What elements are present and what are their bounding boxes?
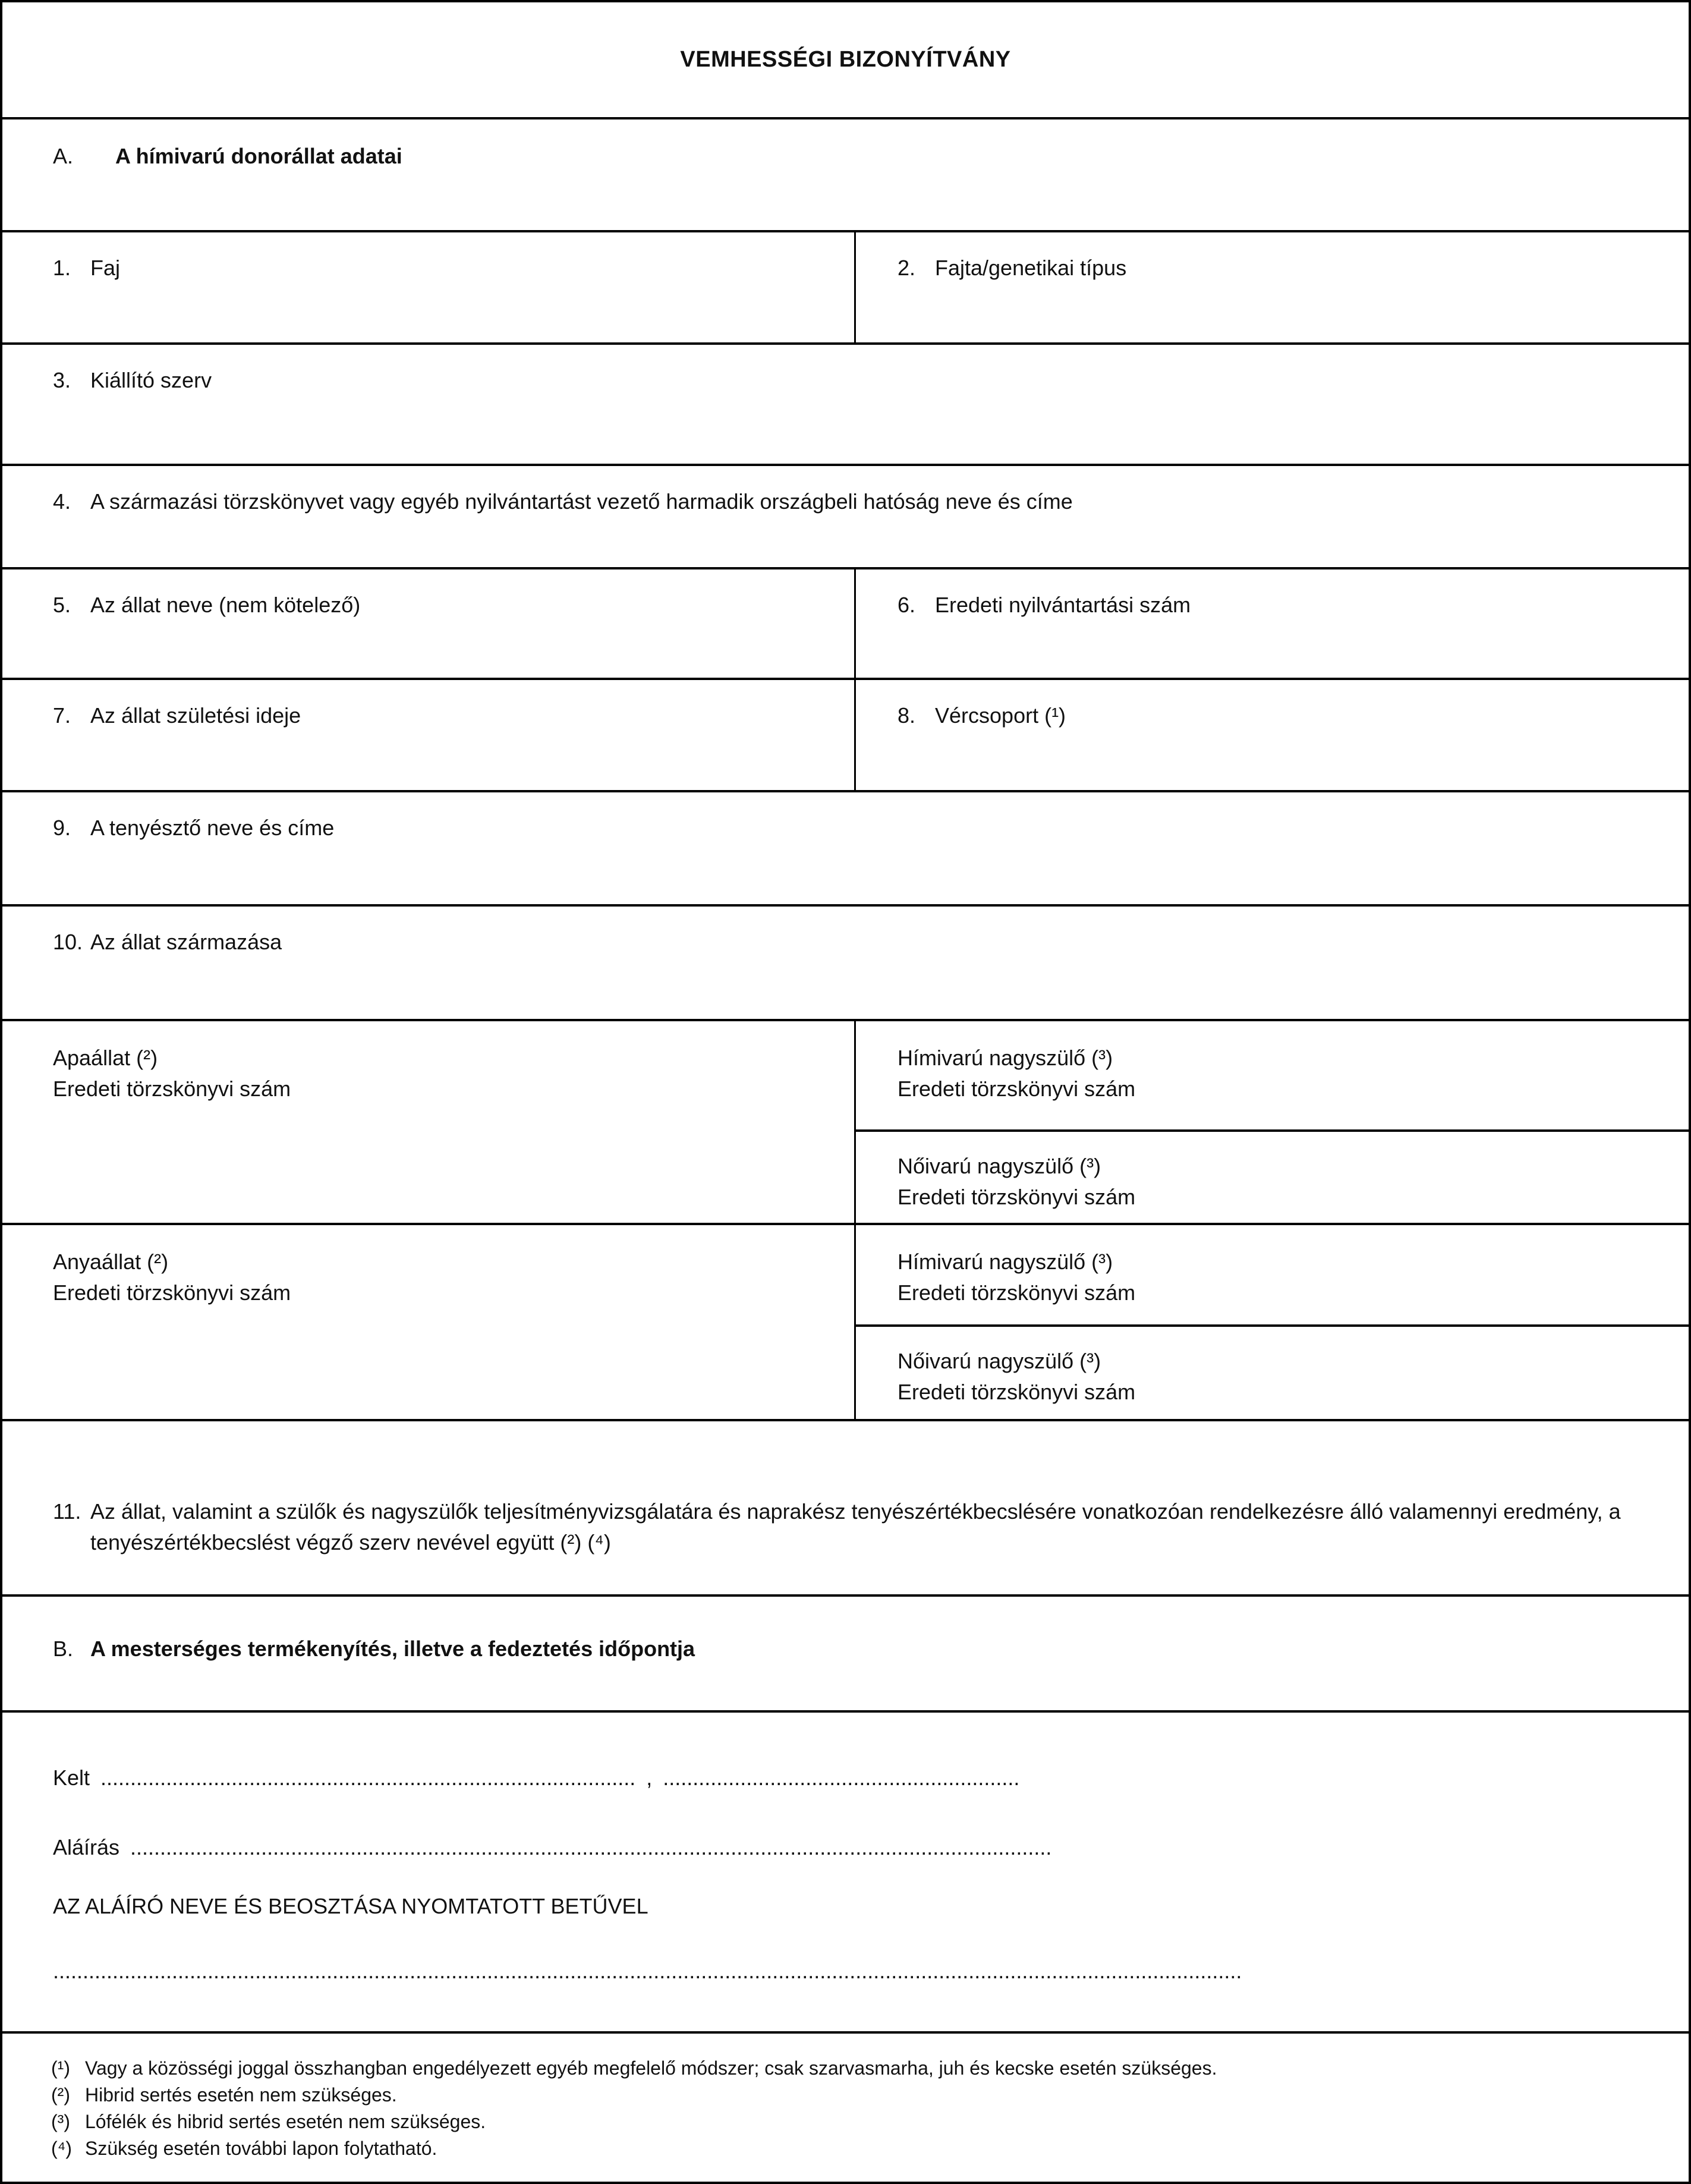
section-a-prefix: A. [53, 144, 74, 168]
field-1-label: Faj [90, 256, 121, 280]
pedigree-sire-row [2, 1019, 1689, 1223]
field-8-number: 8. [898, 703, 916, 728]
dam-female-grandparent-subtitle: Eredeti törzskönyvi szám [898, 1380, 1136, 1405]
date-label: Kelt [53, 1766, 90, 1790]
sire-subtitle: Eredeti törzskönyvi szám [53, 1077, 291, 1102]
dam-male-grandparent-cell [856, 1225, 1689, 1324]
section-b-prefix: B. [53, 1637, 74, 1661]
field-8-cell [856, 680, 1689, 790]
field-2-label: Fajta/genetikai típus [935, 256, 1127, 280]
sire-title: Apaállat (²) [53, 1046, 158, 1070]
sire-male-grandparent-title: Hímivarú nagyszülő (³) [898, 1046, 1113, 1070]
sire-male-grandparent-subtitle: Eredeti törzskönyvi szám [898, 1077, 1136, 1102]
field-10-label: Az állat származása [90, 930, 282, 954]
field-2-cell [856, 232, 1689, 342]
date-comma: , [646, 1766, 653, 1790]
sire-female-grandparent-title: Nőivarú nagyszülő (³) [898, 1154, 1101, 1178]
row-field-1-2 [2, 230, 1689, 342]
footnote-3-marker: (³) [51, 2111, 70, 2132]
footnote-4-text: Szükség esetén további lapon folytatható. [85, 2138, 437, 2159]
title-row [2, 2, 1689, 117]
field-9-cell [2, 790, 1689, 904]
signer-name-caption: AZ ALÁÍRÓ NEVE ÉS BEOSZTÁSA NYOMTATOTT BETŰVEL [53, 1894, 648, 1919]
row-field-7-8 [2, 678, 1689, 790]
signer-name-fill-line: ........................................................................................................................................................................................................ [53, 1958, 1242, 1983]
signature-line [53, 1832, 1665, 1863]
footnotes-section [2, 2031, 1689, 2182]
field-4-number: 4. [53, 489, 71, 514]
dam-male-grandparent-subtitle: Eredeti törzskönyvi szám [898, 1280, 1136, 1305]
field-1-cell [2, 232, 856, 342]
field-7-label: Az állat születési ideje [90, 703, 301, 728]
footnote-2-marker: (²) [51, 2084, 70, 2106]
footnote-1-marker: (¹) [51, 2057, 70, 2079]
sire-grandparents-column [856, 1021, 1689, 1223]
footnote-1 [51, 2055, 1653, 2082]
field-3-cell [2, 342, 1689, 464]
section-b-row [2, 1594, 1689, 1710]
signature-section [2, 1710, 1689, 2031]
field-8-label: Vércsoport (¹) [935, 703, 1066, 728]
field-11-label: Az állat, valamint a szülők és nagyszülők teljesítményvizsgálatára és naprakész tenyészértékbecslésére vonatkozóan rendelkezésre álló valamennyi eredmény, a tenyészértékbecslést végző szerv nevével együtt (²) (⁴) [90, 1499, 1621, 1555]
footnote-2 [51, 2082, 1653, 2109]
field-11-number: 11. [53, 1499, 81, 1524]
field-7-cell [2, 680, 856, 790]
footnote-2-text: Hibrid sertés esetén nem szükséges. [85, 2084, 397, 2106]
field-6-number: 6. [898, 593, 916, 617]
dam-female-grandparent-title: Nőivarú nagyszülő (³) [898, 1349, 1101, 1373]
field-1-number: 1. [53, 256, 71, 280]
field-5-cell [2, 569, 856, 678]
field-3-label: Kiállító szerv [90, 368, 212, 392]
field-5-number: 5. [53, 593, 71, 617]
footnote-1-text: Vagy a közösségi joggal összhangban engedélyezett egyéb megfelelő módszer; csak szarvasmarha, juh és kecske esetén szükséges. [85, 2057, 1217, 2079]
dam-subtitle: Eredeti törzskönyvi szám [53, 1280, 291, 1305]
sire-female-grandparent-subtitle: Eredeti törzskönyvi szám [898, 1185, 1136, 1210]
footnote-3 [51, 2109, 1653, 2135]
signature-label: Aláírás [53, 1835, 120, 1860]
sire-female-grandparent-cell [856, 1129, 1689, 1223]
footnote-4-marker: (⁴) [51, 2138, 73, 2159]
field-3-number: 3. [53, 368, 71, 392]
field-6-label: Eredeti nyilvántartási szám [935, 593, 1191, 617]
signature-fill-line: ........................................................................................................................................................... [130, 1835, 1052, 1860]
section-a-title: A hímivarú donorállat adatai [115, 144, 402, 168]
date-line [53, 1763, 1665, 1793]
sire-male-grandparent-cell [856, 1021, 1689, 1129]
form-title: VEMHESSÉGI BIZONYÍTVÁNY [680, 46, 1011, 72]
footnote-3-text: Lófélék és hibrid sertés esetén nem szükséges. [85, 2111, 486, 2132]
field-10-cell [2, 904, 1689, 1019]
sire-cell [2, 1021, 856, 1223]
dam-cell [2, 1225, 856, 1419]
footnote-4 [51, 2135, 1653, 2162]
dam-grandparents-column [856, 1225, 1689, 1419]
date-place-fill-line: .......................................................................................... [100, 1766, 636, 1790]
field-9-label: A tenyésztő neve és címe [90, 816, 335, 840]
section-b-title: A mesterséges termékenyítés, illetve a fedeztetés időpontja [90, 1637, 695, 1661]
pedigree-dam-row [2, 1223, 1689, 1419]
field-4-cell [2, 464, 1689, 567]
dam-female-grandparent-cell [856, 1324, 1689, 1419]
field-2-number: 2. [898, 256, 916, 280]
field-4-label: A származási törzskönyvet vagy egyéb nyilvántartást vezető harmadik országbeli hatóság neve és címe [90, 489, 1073, 514]
field-7-number: 7. [53, 703, 71, 728]
section-a-row [2, 117, 1689, 230]
field-11-cell [2, 1419, 1689, 1594]
dam-male-grandparent-title: Hímivarú nagyszülő (³) [898, 1250, 1113, 1274]
field-6-cell [856, 569, 1689, 678]
dam-title: Anyaállat (²) [53, 1250, 169, 1274]
field-9-number: 9. [53, 816, 71, 840]
row-field-5-6 [2, 567, 1689, 678]
field-5-label: Az állat neve (nem kötelező) [90, 593, 361, 617]
field-10-number: 10. [53, 930, 83, 954]
date-fill-line: ............................................................ [663, 1766, 1020, 1790]
